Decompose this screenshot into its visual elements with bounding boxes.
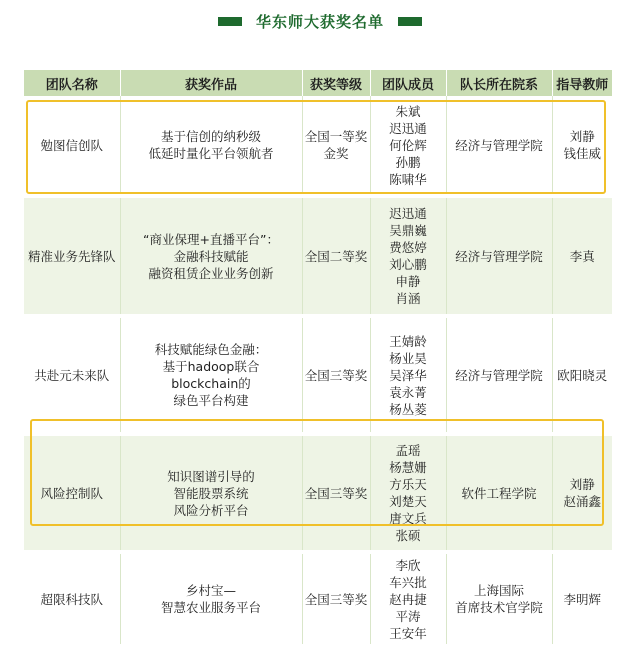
cell-award-work-line: 智能股票系统 xyxy=(173,485,249,501)
cell-team-members-line: 孙鹏 xyxy=(395,154,421,170)
header-department: 队长所在院系 xyxy=(446,70,552,96)
cell-advisor-line: 钱佳威 xyxy=(563,146,601,161)
cell-department xyxy=(446,434,552,552)
cell-department xyxy=(446,196,552,316)
header-award-work: 获奖作品 xyxy=(120,70,302,96)
cell-team-members xyxy=(370,434,446,552)
cell-advisor-line: 李真 xyxy=(569,248,595,264)
awards-table xyxy=(24,70,612,648)
cell-team-members-line: 迟迅通 xyxy=(389,206,427,221)
cell-award-work xyxy=(120,96,302,196)
cell-team-members-line: 唐文兵 xyxy=(389,511,427,526)
cell-award-work xyxy=(120,196,302,316)
table-row xyxy=(24,434,612,552)
cell-award-level xyxy=(302,196,370,316)
cell-award-work-line: “商业保理+直播平台”： xyxy=(143,231,279,247)
cell-team-members-line: 申静 xyxy=(395,274,421,289)
cell-team-members-line: 赵冉捷 xyxy=(389,591,427,607)
cell-team-members-line: 孟瑶 xyxy=(395,443,421,458)
cell-team-name: 勉图信创队 xyxy=(24,96,120,196)
title-decoration-left xyxy=(218,17,242,26)
cell-team-members xyxy=(370,196,446,316)
cell-advisor xyxy=(552,434,612,552)
cell-award-level xyxy=(302,316,370,434)
cell-team-members-line: 吴鼎巍 xyxy=(389,223,427,238)
cell-department xyxy=(446,552,552,646)
cell-team-members-line: 刘心鹏 xyxy=(389,257,427,272)
cell-team-members-line: 方乐天 xyxy=(389,477,427,492)
header-advisor: 指导教师 xyxy=(552,70,612,96)
cell-advisor-line: 刘静 xyxy=(569,129,595,144)
cell-team-members-line: 袁永菁 xyxy=(389,384,427,400)
cell-team-members-line: 车兴批 xyxy=(389,574,427,590)
cell-team-members-line: 何伦辉 xyxy=(389,137,427,153)
cell-award-level-line: 全国三等奖 xyxy=(304,367,368,383)
cell-award-work-line: 知识图谱引导的 xyxy=(167,468,255,484)
cell-award-level-line: 全国三等奖 xyxy=(304,485,368,501)
header-team-name: 团队名称 xyxy=(24,70,120,96)
cell-award-work-line: 金融科技赋能 xyxy=(173,248,249,264)
cell-department-line: 经济与管理学院 xyxy=(455,137,543,153)
cell-award-work-line: 乡村宝— xyxy=(185,583,236,598)
cell-team-members-line: 杨慧姗 xyxy=(389,460,427,475)
cell-advisor-line: 欧阳晓灵 xyxy=(557,367,608,383)
cell-award-work xyxy=(120,434,302,552)
cell-team-members xyxy=(370,552,446,646)
cell-award-work xyxy=(120,552,302,646)
cell-team-members-line: 王安年 xyxy=(389,625,427,641)
cell-award-work-line: 融资租赁企业业务创新 xyxy=(148,265,274,281)
cell-team-members-line: 杨业昊 xyxy=(389,350,427,366)
page-title: 华东师大获奖名单 xyxy=(255,12,384,31)
cell-team-members-line: 王婧龄 xyxy=(389,333,427,349)
table-header-row xyxy=(24,70,612,96)
cell-award-work-line: blockchain的 xyxy=(171,376,251,391)
title-decoration-right xyxy=(398,17,422,26)
cell-advisor xyxy=(552,196,612,316)
cell-team-members-line: 朱斌 xyxy=(395,103,421,119)
cell-advisor-line: 李明辉 xyxy=(563,591,601,607)
cell-team-members-line: 平涛 xyxy=(395,608,421,624)
cell-team-members-line: 迟迅通 xyxy=(389,120,427,136)
cell-team-name: 超限科技队 xyxy=(24,552,120,646)
cell-award-level xyxy=(302,96,370,196)
cell-award-work xyxy=(120,316,302,434)
table-row xyxy=(24,196,612,316)
cell-team-members-line: 陈啸华 xyxy=(389,171,427,187)
table-row xyxy=(24,96,612,196)
cell-advisor xyxy=(552,316,612,434)
cell-award-level-line: 全国三等奖 xyxy=(304,591,368,607)
cell-award-level-line: 全国二等奖 xyxy=(304,248,368,264)
cell-team-name: 共赴元未来队 xyxy=(24,316,120,434)
cell-team-name: 风险控制队 xyxy=(24,434,120,552)
cell-award-level-line: 金奖 xyxy=(323,146,349,161)
header-award-level: 获奖等级 xyxy=(302,70,370,96)
cell-department xyxy=(446,96,552,196)
cell-department-line: 经济与管理学院 xyxy=(455,248,543,264)
cell-award-level xyxy=(302,552,370,646)
cell-team-members xyxy=(370,96,446,196)
cell-team-members xyxy=(370,316,446,434)
cell-award-work-line: 基于信创的纳秒级 xyxy=(160,129,261,144)
cell-team-members-line: 肖涵 xyxy=(395,291,421,306)
cell-award-work-line: 低延时量化平台领航者 xyxy=(148,146,274,161)
cell-team-members-line: 刘楚天 xyxy=(389,494,427,509)
cell-award-work-line: 绿色平台构建 xyxy=(173,393,249,408)
cell-advisor xyxy=(552,96,612,196)
cell-advisor-line: 刘静 xyxy=(569,477,595,492)
cell-department-line: 经济与管理学院 xyxy=(455,367,543,383)
cell-award-level xyxy=(302,434,370,552)
cell-department-line: 软件工程学院 xyxy=(461,485,537,501)
cell-award-work-line: 基于hadoop联合 xyxy=(162,359,260,374)
cell-team-members-line: 吴泽华 xyxy=(389,367,427,383)
cell-team-members-line: 费悠婷 xyxy=(389,240,427,255)
cell-department xyxy=(446,316,552,434)
title-bar xyxy=(0,10,640,32)
cell-team-name: 精准业务先锋队 xyxy=(24,196,120,316)
header-team-members: 团队成员 xyxy=(370,70,446,96)
table-row xyxy=(24,316,612,434)
cell-department-line: 上海国际 xyxy=(473,583,524,598)
cell-department-line: 首席技术官学院 xyxy=(455,600,543,615)
cell-advisor xyxy=(552,552,612,646)
cell-award-work-line: 科技赋能绿色金融： xyxy=(154,342,268,357)
table-body xyxy=(24,96,612,646)
cell-award-work-line: 智慧农业服务平台 xyxy=(160,600,261,615)
cell-award-work-line: 风险分析平台 xyxy=(173,502,249,518)
cell-team-members-line: 张硕 xyxy=(395,528,421,543)
cell-award-level-line: 全国一等奖 xyxy=(304,129,368,144)
table-row xyxy=(24,552,612,646)
cell-advisor-line: 赵涌鑫 xyxy=(563,494,601,509)
cell-team-members-line: 李欣 xyxy=(395,557,421,573)
cell-team-members-line: 杨丛菱 xyxy=(389,401,427,417)
